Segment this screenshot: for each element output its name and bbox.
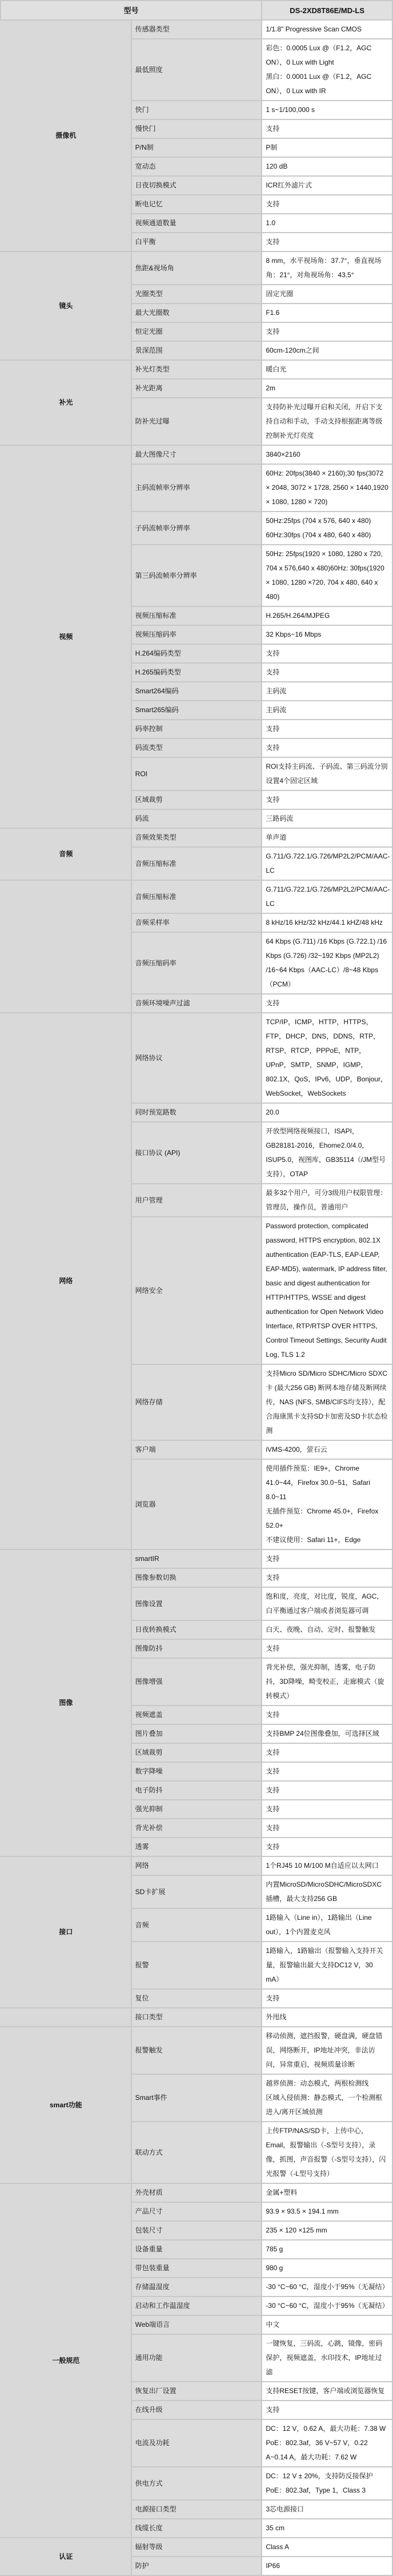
spec-value xyxy=(262,20,392,39)
spec-value xyxy=(262,1762,392,1781)
spec-value xyxy=(262,2183,392,2202)
spec-value-line: 固定光圈 xyxy=(266,290,294,298)
spec-value xyxy=(262,1942,392,1989)
spec-value xyxy=(262,176,392,195)
spec-value-line: 支持 xyxy=(266,796,280,804)
spec-value-line: 1个RJ45 10 M/100 M自适应以太网口 xyxy=(266,1862,379,1870)
spec-value-line: Password protection, complicated password, HTTPS encryption, 802.1X authentication (EAP-TLS, EAP-LEAP, EAP-MD5), watermark, IP address filter, basic and digest authentication for HTTP/HTTPS, WSSE and digest authentication for Open Network Video Interface, RTP/RTSP OVER HTTPS, Control Timeout Settings, Security Audit Log, TLS 1.2 xyxy=(266,1222,387,1359)
spec-label: 宽动态 xyxy=(131,157,262,176)
spec-value-line: 支持 xyxy=(266,1555,280,1563)
spec-label: 外壳材质 xyxy=(131,2183,262,2202)
spec-value-line: 60cm-120cm之间 xyxy=(266,346,319,354)
spec-value xyxy=(262,1549,392,1568)
spec-value-line: 背光补偿，强光抑制，透雾，电子防抖，3D降噪，畸变校正，走廊模式（旋转模式） xyxy=(266,1663,384,1700)
spec-row xyxy=(1,880,392,913)
spec-label: 复位 xyxy=(131,1989,262,2008)
spec-value xyxy=(262,1908,392,1942)
spec-value xyxy=(262,2297,392,2315)
spec-value-line: 最多32个用户，可分3级用户权限管理：管理员，操作员，普通用户 xyxy=(266,1189,387,1211)
spec-value-line: 支持 xyxy=(266,1711,280,1719)
spec-value xyxy=(262,2074,392,2122)
spec-value-line: PoE：802.3af，36 V~57 V，0.22 A~0.14 A，最大功耗：7.62 W xyxy=(266,2439,368,2461)
spec-value xyxy=(262,2382,392,2401)
spec-label: 补光距离 xyxy=(131,379,262,398)
spec-value xyxy=(262,157,392,176)
spec-value-line: 50Hz:25fps (704 x 576, 640 x 480) 60Hz:30fps (704 x 480, 640 x 480) xyxy=(266,517,371,539)
spec-value xyxy=(262,1838,392,1856)
category-cell: 网络 xyxy=(1,1013,131,1549)
spec-value xyxy=(262,847,392,880)
spec-value xyxy=(262,39,392,101)
category-cell: 一般规范 xyxy=(1,2183,131,2538)
spec-label: 最大光圈数 xyxy=(131,303,262,322)
spec-label: SD卡扩展 xyxy=(131,1875,262,1908)
spec-value xyxy=(262,138,392,157)
spec-value xyxy=(262,1743,392,1762)
spec-value-line: 白天、夜晚、自动、定时、报警触发 xyxy=(266,1626,376,1634)
spec-row xyxy=(1,360,392,379)
spec-value-line: 1/1.8" Progressive Scan CMOS xyxy=(266,25,362,33)
spec-label: 存储温湿度 xyxy=(131,2278,262,2297)
spec-value-line: 93.9 × 93.5 × 194.1 mm xyxy=(266,2207,339,2215)
spec-value xyxy=(262,545,392,606)
spec-value xyxy=(262,2278,392,2297)
spec-value-line: 32 Kbps~16 Mbps xyxy=(266,630,322,638)
spec-row xyxy=(1,828,392,847)
spec-value xyxy=(262,663,392,682)
spec-value xyxy=(262,1856,392,1875)
model-label: 型号 xyxy=(1,1,262,20)
spec-value xyxy=(262,101,392,119)
spec-value xyxy=(262,1122,392,1184)
spec-label: 码率控制 xyxy=(131,720,262,738)
category-cell xyxy=(1,880,131,1013)
spec-value-line: 支持RESET按键，客户端或浏览器恢复 xyxy=(266,2387,385,2395)
spec-label: Smart事件 xyxy=(131,2074,262,2122)
spec-label: 快门 xyxy=(131,101,262,119)
spec-value xyxy=(262,1217,392,1364)
spec-row xyxy=(1,2027,392,2074)
spec-value xyxy=(262,303,392,322)
spec-label: 浏览器 xyxy=(131,1459,262,1549)
spec-value-line: 支持 xyxy=(266,1786,280,1794)
spec-value-line: 支持 xyxy=(266,1805,280,1813)
spec-value-line: iVMS-4200，萤石云 xyxy=(266,1445,327,1453)
spec-label: 在线升级 xyxy=(131,2401,262,2419)
category-cell: 补光 xyxy=(1,360,131,445)
spec-value xyxy=(262,1724,392,1743)
spec-label: 报警触发 xyxy=(131,2027,262,2074)
spec-value xyxy=(262,1639,392,1658)
spec-label: 音频压缩标准 xyxy=(131,880,262,913)
spec-value-line: 支持 xyxy=(266,668,280,676)
spec-value xyxy=(262,2500,392,2519)
spec-value xyxy=(262,1989,392,2008)
spec-label: 视频压缩标准 xyxy=(131,606,262,625)
spec-value xyxy=(262,2027,392,2074)
spec-value xyxy=(262,2467,392,2500)
spec-label: 视频遮盖 xyxy=(131,1706,262,1724)
spec-value-line: TCP/IP，ICMP，HTTP，HTTPS，FTP，DHCP，DNS，DDNS，RTP，RTSP，RTCP，PPPoE，NTP，UPnP，SMTP，SNMP，IGMP，802.1X，QoS，IPv6，UDP，Bonjour，WebSocket，WebSockets xyxy=(266,1018,388,1097)
spec-label: 网络协议 xyxy=(131,1013,262,1103)
spec-label: 图像增强 xyxy=(131,1658,262,1706)
spec-value-line: 1路输入，1路输出（报警输入支持开关量，报警输出最大支持DC12 V，30 mA） xyxy=(266,1947,383,1983)
spec-value-line: 进入/离开区域侦测 xyxy=(266,2108,323,2116)
spec-value-line: 8 kHz/16 kHz/32 kHz/44.1 kHZ/48 kHz xyxy=(266,918,383,926)
spec-value xyxy=(262,1800,392,1819)
spec-label: 产品尺寸 xyxy=(131,2202,262,2221)
spec-label: 最低照度 xyxy=(131,39,262,101)
spec-value-line: 主码流 xyxy=(266,687,287,695)
spec-value-line: 支持 xyxy=(266,1644,280,1652)
spec-label: 图像设置 xyxy=(131,1587,262,1620)
spec-label: 客户端 xyxy=(131,1440,262,1459)
spec-value-line: 3芯电源接口 xyxy=(266,2505,304,2513)
spec-value-line: 上传FTP/NAS/SD卡，上传中心，Email，报警输出（-S型号支持），录像，抓图，声音报警（-S型号支持），闪光报警（-L型号支持） xyxy=(266,2127,386,2178)
spec-value-line: PoE：802.3af，Type 1，Class 3 xyxy=(266,2486,366,2494)
spec-row xyxy=(1,2183,392,2202)
category-cell: 图像 xyxy=(1,1549,131,1856)
spec-value xyxy=(262,1781,392,1800)
spec-value-line: 980 g xyxy=(266,2264,283,2272)
spec-label: 辐射等级 xyxy=(131,2538,262,2557)
spec-value xyxy=(262,2315,392,2334)
spec-label: P/N制 xyxy=(131,138,262,157)
spec-value xyxy=(262,682,392,701)
spec-label: 用户管理 xyxy=(131,1184,262,1217)
spec-value-line: ICR红外滤片式 xyxy=(266,181,312,189)
spec-value-line: 支持 xyxy=(266,744,280,752)
spec-label: 电流及功耗 xyxy=(131,2419,262,2467)
spec-value xyxy=(262,2221,392,2240)
spec-label: 音频采样率 xyxy=(131,913,262,932)
spec-value xyxy=(262,2240,392,2259)
spec-value-line: 不建议使用：Safari 11+，Edge xyxy=(266,1536,361,1544)
spec-value xyxy=(262,1103,392,1122)
spec-label: ROI xyxy=(131,757,262,790)
spec-label: 报警 xyxy=(131,1942,262,1989)
spec-value-line: 2m xyxy=(266,384,275,392)
spec-value-line: 三路码流 xyxy=(266,814,294,822)
spec-value xyxy=(262,464,392,512)
spec-value xyxy=(262,828,392,847)
spec-label: 子码流帧率分辨率 xyxy=(131,512,262,545)
category-cell: 音频 xyxy=(1,828,131,880)
spec-value-line: 内置MicroSD/MicroSDHC/MicroSDXC 插槽，最大支持256 GB xyxy=(266,1880,382,1903)
spec-label: 音频 xyxy=(131,1908,262,1942)
spec-value xyxy=(262,2538,392,2557)
spec-value xyxy=(262,1459,392,1549)
spec-label: 第三码流帧率分辨率 xyxy=(131,545,262,606)
spec-value-line: 支持 xyxy=(266,1824,280,1832)
spec-value xyxy=(262,880,392,913)
spec-value-line: 越界侦测：动态模式，两根检测线 xyxy=(266,2079,369,2087)
spec-label: 启动和工作温湿度 xyxy=(131,2297,262,2315)
spec-label: 图像防抖 xyxy=(131,1639,262,1658)
spec-label: Web端语言 xyxy=(131,2315,262,2334)
spec-value xyxy=(262,119,392,138)
spec-label: 网络 xyxy=(131,1856,262,1875)
spec-label: 透雾 xyxy=(131,1838,262,1856)
spec-value-line: 支持 xyxy=(266,125,280,133)
spec-label: 区域裁剪 xyxy=(131,1743,262,1762)
spec-label: 视频压缩码率 xyxy=(131,625,262,644)
spec-value xyxy=(262,214,392,233)
spec-value-line: -30 °C~60 °C，湿度小于95%（无凝结） xyxy=(266,2283,389,2291)
spec-value xyxy=(262,720,392,738)
spec-value-line: 785 g xyxy=(266,2245,283,2253)
spec-value-line: 235 × 120 ×125 mm xyxy=(266,2226,327,2234)
spec-label: smartIR xyxy=(131,1549,262,1568)
spec-label: 电子防抖 xyxy=(131,1781,262,1800)
spec-value xyxy=(262,233,392,251)
spec-label: 景深范围 xyxy=(131,341,262,360)
spec-value-line: 1.0 xyxy=(266,219,275,227)
spec-value xyxy=(262,1013,392,1103)
spec-label: Smart265编码 xyxy=(131,701,262,720)
spec-value xyxy=(262,1587,392,1620)
spec-value-line: 支持 xyxy=(266,1843,280,1851)
spec-label: 同时预览路数 xyxy=(131,1103,262,1122)
spec-label: 电源接口类型 xyxy=(131,2500,262,2519)
spec-label: 光圈类型 xyxy=(131,285,262,303)
spec-label: 接口类型 xyxy=(131,2008,262,2027)
spec-label: 补光灯类型 xyxy=(131,360,262,379)
spec-label: 防补光过曝 xyxy=(131,398,262,445)
spec-value-line: IP66 xyxy=(266,2562,280,2570)
spec-value xyxy=(262,251,392,285)
spec-label: 音频压缩标准 xyxy=(131,847,262,880)
spec-value-line: 50Hz: 25fps(1920 × 1080, 1280 x 720, 704 x 576,640 x 480)60Hz: 30fps(1920 × 1080, 1280 ×720, 704 x 480, 640 x 480) xyxy=(266,550,384,601)
spec-label: 线缆长度 xyxy=(131,2519,262,2538)
spec-label: 音频环境噪声过滤 xyxy=(131,994,262,1013)
spec-label: 强光抑制 xyxy=(131,1800,262,1819)
spec-value xyxy=(262,398,392,445)
spec-value-line: 区域入侵侦测：静态模式，一个检测框 xyxy=(266,2094,383,2102)
spec-value-line: 8 mm，水平视场角：37.7°，垂直视场角：21°，对角视场角：43.5° xyxy=(266,257,382,279)
spec-value xyxy=(262,701,392,720)
spec-value xyxy=(262,445,392,464)
spec-value xyxy=(262,809,392,828)
spec-value xyxy=(262,1184,392,1217)
spec-label: 主码流帧率分辨率 xyxy=(131,464,262,512)
spec-value-line: 无插件预览：Chrome 45.0+，Firefox 52.0+ xyxy=(266,1507,379,1529)
spec-value-line: 支持 xyxy=(266,1767,280,1775)
spec-value xyxy=(262,2122,392,2183)
spec-row xyxy=(1,20,392,39)
spec-value xyxy=(262,2008,392,2027)
spec-value-line: DC：12 V ± 20%，支持防反接保护 xyxy=(266,2472,373,2480)
spec-value-line: 3840×2160 xyxy=(266,450,300,458)
spec-label: 通用功能 xyxy=(131,2334,262,2382)
spec-value-line: P制 xyxy=(266,143,278,151)
spec-value-line: 支持Micro SD/Micro SDHC/Micro SDXC卡 (最大256 GB) 断网本地存储及断网续传，NAS (NFS, SMB/CIFS均支持），配合海康黑卡支持SD卡加密及SD卡状态检测 xyxy=(266,1369,388,1435)
spec-row xyxy=(1,2008,392,2027)
spec-value xyxy=(262,994,392,1013)
spec-value-line: 支持 xyxy=(266,238,280,246)
spec-value-line: H.265/H.264/MJPEG xyxy=(266,612,330,620)
spec-value-line: -30 °C~60 °C，湿度小于95%（无凝结） xyxy=(266,2302,389,2310)
spec-label: 恢复出厂设置 xyxy=(131,2382,262,2401)
spec-value-line: 1 s~1/100,000 s xyxy=(266,106,315,114)
spec-value xyxy=(262,644,392,663)
spec-value-line: 支持防补光过曝开启和关闭，开启下支持自动和手动，手动支持根据距离等级控制补光灯亮度 xyxy=(266,403,383,440)
spec-value-line: 外甩线 xyxy=(266,2013,287,2021)
spec-row xyxy=(1,251,392,285)
spec-value-line: 开放型网络视频接口，ISAPI，GB28181-2016，Ehome2.0/4.0，ISUP5.0，视图库，GB35114（/JM型号支持），OTAP xyxy=(266,1127,386,1178)
spec-value-line: 20.0 xyxy=(266,1108,279,1116)
spec-row xyxy=(1,445,392,464)
spec-value-line: 中文 xyxy=(266,2321,280,2329)
spec-value xyxy=(262,932,392,994)
spec-value xyxy=(262,606,392,625)
spec-label: 图片叠加 xyxy=(131,1724,262,1743)
category-cell xyxy=(1,2008,131,2027)
spec-label: 码流类型 xyxy=(131,738,262,757)
model-value: DS-2XD8T86E/MD-LS xyxy=(262,1,392,20)
spec-value-line: 一键恢复，三码流，心跳，镜像，密码保护，视频遮盖，水印技术，IP地址过滤 xyxy=(266,2339,383,2376)
spec-value xyxy=(262,625,392,644)
spec-value xyxy=(262,2419,392,2467)
spec-label: 日夜切换模式 xyxy=(131,176,262,195)
spec-value xyxy=(262,512,392,545)
category-cell: 镜头 xyxy=(1,251,131,360)
spec-label: 防护 xyxy=(131,2557,262,2575)
spec-label: Smart264编码 xyxy=(131,682,262,701)
spec-value xyxy=(262,379,392,398)
spec-value xyxy=(262,2519,392,2538)
spec-value-line: 金属+塑料 xyxy=(266,2188,298,2196)
spec-value xyxy=(262,2334,392,2382)
spec-row xyxy=(1,1013,392,1103)
spec-label: 最大图像尺寸 xyxy=(131,445,262,464)
spec-label: H.265编码类型 xyxy=(131,663,262,682)
spec-row xyxy=(1,1549,392,1568)
spec-value xyxy=(262,2202,392,2221)
spec-label: 码流 xyxy=(131,809,262,828)
spec-value-line: 支持 xyxy=(266,200,280,208)
spec-value-line: 黑白：0.0001 Lux @（F1.2，AGC ON），0 Lux with IR xyxy=(266,73,372,95)
spec-value xyxy=(262,1819,392,1838)
spec-label: 供电方式 xyxy=(131,2467,262,2500)
spec-value-line: Class A xyxy=(266,2543,289,2551)
spec-body xyxy=(1,20,392,2575)
spec-value-line: 35 cm xyxy=(266,2524,284,2532)
spec-value xyxy=(262,1875,392,1908)
category-cell: 视频 xyxy=(1,445,131,828)
spec-label: 带包装重量 xyxy=(131,2259,262,2278)
spec-value-line: 支持 xyxy=(266,1994,280,2002)
spec-label: 设备重量 xyxy=(131,2240,262,2259)
spec-label: 日夜转换模式 xyxy=(131,1620,262,1639)
spec-value xyxy=(262,2401,392,2419)
category-cell: 接口 xyxy=(1,1856,131,2008)
spec-label: 焦距&视场角 xyxy=(131,251,262,285)
spec-value xyxy=(262,195,392,214)
category-cell: smart功能 xyxy=(1,2027,131,2183)
spec-label: 背光补偿 xyxy=(131,1819,262,1838)
spec-value-line: 支持 xyxy=(266,999,280,1007)
spec-value xyxy=(262,1620,392,1639)
spec-value-line: F1.6 xyxy=(266,309,280,317)
spec-value xyxy=(262,360,392,379)
spec-value-line: 支持 xyxy=(266,649,280,657)
spec-label: 联动方式 xyxy=(131,2122,262,2183)
spec-value-line: G.711/G.722.1/G.726/MP2L2/PCM/AAC-LC xyxy=(266,885,390,908)
spec-value xyxy=(262,1658,392,1706)
spec-label: 慢快门 xyxy=(131,119,262,138)
spec-row xyxy=(1,2538,392,2557)
spec-label: 网络安全 xyxy=(131,1217,262,1364)
spec-value-line: 主码流 xyxy=(266,706,287,714)
spec-label: 音频压缩码率 xyxy=(131,932,262,994)
spec-value xyxy=(262,1440,392,1459)
spec-value xyxy=(262,757,392,790)
spec-value xyxy=(262,790,392,809)
spec-value-line: ROI支持主码流、子码流、第三码流分别设置4个固定区域 xyxy=(266,762,388,785)
spec-label: 音频效果类型 xyxy=(131,828,262,847)
spec-label: 传感器类型 xyxy=(131,20,262,39)
spec-value xyxy=(262,2557,392,2575)
spec-label: 恒定光圈 xyxy=(131,322,262,341)
spec-label: 包装尺寸 xyxy=(131,2221,262,2240)
spec-value-line: 支持 xyxy=(266,725,280,733)
spec-label: 区域裁剪 xyxy=(131,790,262,809)
spec-value-line: 64 Kbps (G.711) /16 Kbps (G.722.1) /16 Kbps (G.726) /32~192 Kbps (MP2L2) /16~64 Kbps（AAC-LC）/8~48 Kbps（PCM） xyxy=(266,937,387,988)
spec-value-line: 饱和度，亮度，对比度，锐度，AGC，白平衡通过客户端或者浏览器可调 xyxy=(266,1592,384,1615)
spec-value xyxy=(262,913,392,932)
spec-value-line: 单声道 xyxy=(266,833,287,841)
spec-value-line: 彩色：0.0005 Lux @（F1.2，AGC ON），0 Lux with Light xyxy=(266,44,372,66)
spec-value xyxy=(262,738,392,757)
spec-value xyxy=(262,322,392,341)
spec-value xyxy=(262,1706,392,1724)
spec-label: 断电记忆 xyxy=(131,195,262,214)
spec-value-line: 支持 xyxy=(266,328,280,336)
spec-label: 接口协议 (API) xyxy=(131,1122,262,1184)
spec-label: H.264编码类型 xyxy=(131,644,262,663)
spec-value-line: 支持 xyxy=(266,1748,280,1756)
spec-label: 白平衡 xyxy=(131,233,262,251)
spec-label: 图像参数切换 xyxy=(131,1568,262,1587)
spec-value xyxy=(262,1568,392,1587)
spec-value-line: 60Hz: 20fps(3840 × 2160);30 fps(3072 × 2048, 3072 × 1728, 2560 × 1440,1920 × 1080, 1280 × 720) xyxy=(266,469,388,506)
spec-value-line: 支持 xyxy=(266,1573,280,1581)
spec-value-line: 支持 xyxy=(266,2406,280,2414)
spec-value xyxy=(262,1364,392,1440)
header-row xyxy=(1,1,392,20)
spec-label: 视频通道数量 xyxy=(131,214,262,233)
spec-value xyxy=(262,341,392,360)
spec-value-line: 120 dB xyxy=(266,162,288,170)
spec-value-line: 支持BMP 24位图像叠加，可选择区域 xyxy=(266,1730,379,1738)
spec-label: 网络存储 xyxy=(131,1364,262,1440)
category-cell: 摄像机 xyxy=(1,20,131,251)
spec-row xyxy=(1,1856,392,1875)
spec-value-line: G.711/G.722.1/G.726/MP2L2/PCM/AAC-LC xyxy=(266,852,390,874)
spec-value-line: DC：12 V，0.62 A，最大功耗：7.38 W xyxy=(266,2425,386,2433)
spec-value xyxy=(262,285,392,303)
spec-value-line: 使用插件预览：IE9+，Chrome 41.0~44，Firefox 30.0~51，Safari 8.0~11 xyxy=(266,1464,371,1501)
category-cell: 认证 xyxy=(1,2538,131,2575)
spec-value-line: 1路输入（Line in），1路输出（Line out），1个内置麦克风 xyxy=(266,1914,372,1936)
spec-value-line: 暖白光 xyxy=(266,365,287,373)
spec-label: 数字降噪 xyxy=(131,1762,262,1781)
spec-value xyxy=(262,2259,392,2278)
spec-value-line: 移动侦测，遮挡报警，硬盘满，硬盘错误，网络断开，IP地址冲突，非法访问，异常重启，视频质量诊断 xyxy=(266,2032,383,2068)
